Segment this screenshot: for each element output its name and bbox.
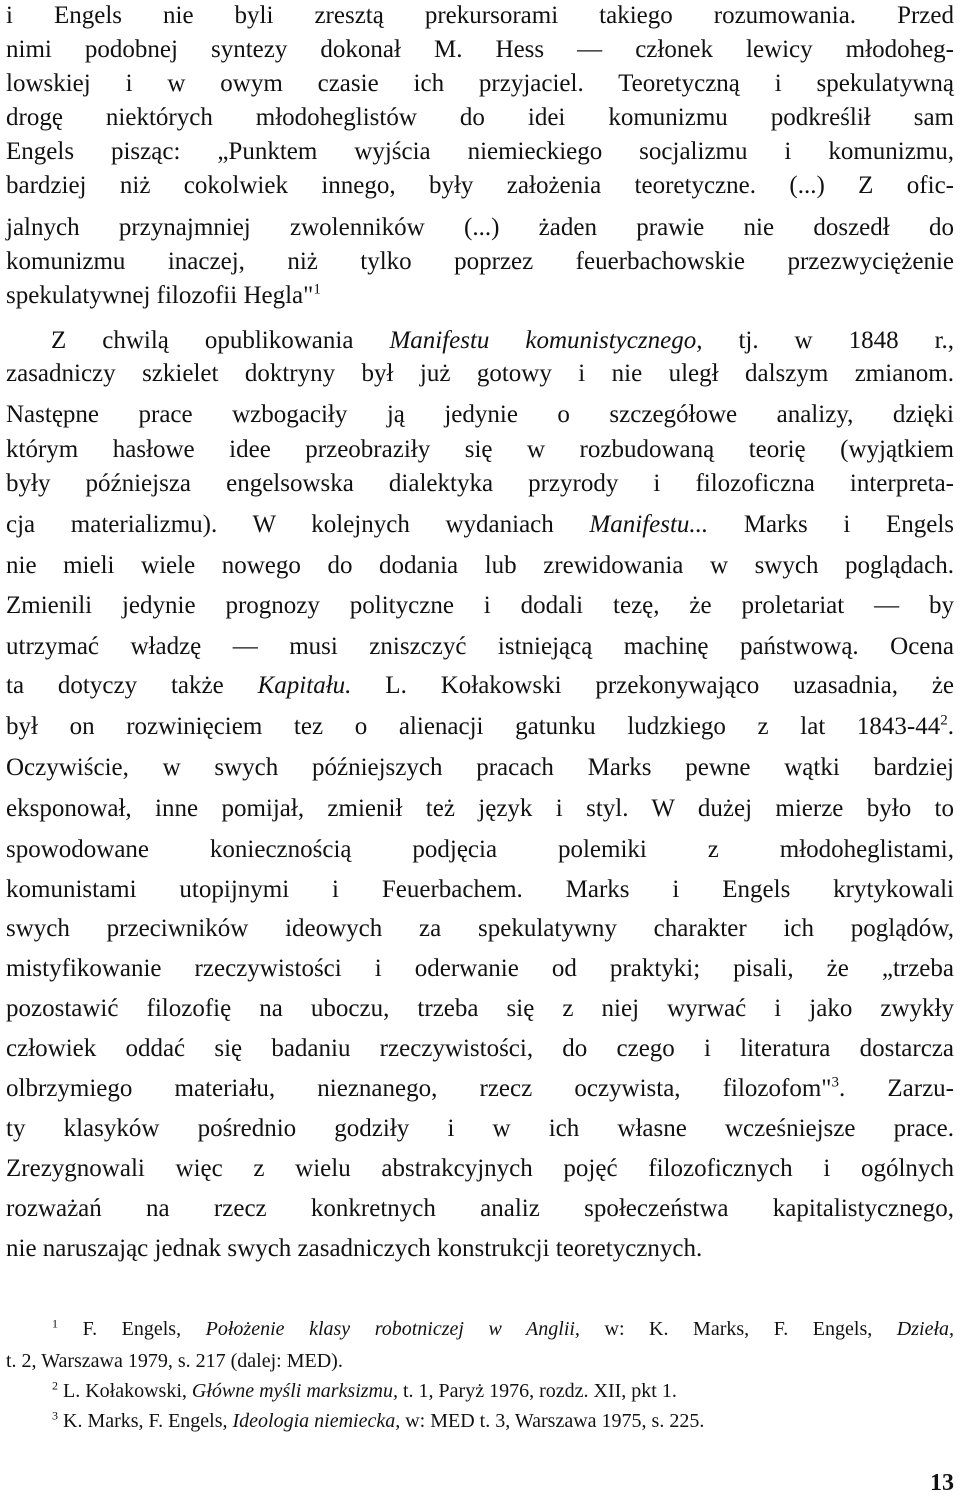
paragraph-line: Oczywiście, w swych późniejszych pracach Marks pewne wątki bardziej: [6, 754, 954, 781]
title-italic: Kapitału.: [257, 672, 352, 699]
paragraph-line: pozostawić filozofię na uboczu, trzeba się z niej wyrwać i jako zwykły: [6, 995, 954, 1022]
text-run: ta dotyczy także: [6, 672, 224, 699]
footnote-text: L. Kołakowski,: [63, 1380, 187, 1402]
footnote-number: 3: [52, 1408, 58, 1423]
paragraph-line: swych przeciwników ideowych za spekulatywny charakter ich poglądów,: [6, 915, 954, 942]
paragraph-line: jalnych przynajmniej zwolenników (...) żaden prawie nie doszedł do: [6, 214, 954, 241]
paragraph-line: [6, 280, 954, 312]
footnote-text: t. 1, Paryż 1976, rozdz. XII, pkt 1.: [403, 1380, 677, 1402]
quote-text: spekulatywnej filozofii Hegla": [6, 282, 314, 309]
footnote-title: Główne myśli marksizmu,: [191, 1380, 398, 1402]
footnote-text: K. Marks, F. Engels,: [63, 1410, 228, 1432]
footnote-text: w: K. Marks, F. Engels,: [604, 1318, 873, 1340]
paragraph-line: [6, 711, 954, 743]
paragraph-line: Następne prace wzbogaciły ją jedynie o szczegółowe analizy, dzięki: [6, 401, 954, 428]
paragraph-line: nimi podobnej syntezy dokonał M. Hess — członek lewicy młodoheg-: [6, 36, 954, 63]
footnote-1: [6, 1316, 954, 1342]
text-run: był on rozwinięciem tez o alienacji gatunku ludzkiego z lat 1843-44: [6, 713, 941, 740]
title-italic: Manifestu komunistycznego,: [389, 327, 703, 354]
paragraph-line: komunistami utopijnymi i Feuerbachem. Marks i Engels krytykowali: [6, 876, 954, 903]
footnote-2: [6, 1378, 954, 1404]
page-number: 13: [930, 1470, 954, 1496]
paragraph-line: [6, 325, 954, 357]
text-run: Z chwilą opublikowania: [51, 327, 354, 354]
paragraph-line: ty klasyków pośrednio godziły i w ich własne wcześniejsze prace.: [6, 1115, 954, 1142]
paragraph-line: [6, 670, 954, 702]
paragraph-line: drogę niektórych młodoheglistów do idei komunizmu podkreślił sam: [6, 104, 954, 131]
quote-text: olbrzymiego materiału, nieznanego, rzecz oczywista, filozofom": [6, 1075, 832, 1102]
paragraph-line: były późniejsza engelsowska dialektyka przyrody i filozoficzna interpreta-: [6, 470, 954, 497]
paragraph-line: lowskiej i w owym czasie ich przyjaciel. Teoretyczną i spekulatywną: [6, 70, 954, 97]
footnote-ref-3[interactable]: 3: [831, 1074, 839, 1091]
paragraph-line: Engels pisząc: „Punktem wyjścia niemieckiego socjalizmu i komunizmu,: [6, 138, 954, 165]
paragraph-line: komunizmu inaczej, niż tylko poprzez feuerbachowskie przezwyciężenie: [6, 248, 954, 275]
paragraph-line: [6, 1073, 954, 1105]
paragraph-line: którym hasłowe idee przeobraziły się w rozbudowaną teorię (wyjątkiem: [6, 436, 954, 463]
footnote-number: 2: [52, 1378, 58, 1393]
text-run: .: [947, 713, 954, 740]
paragraph-line: człowiek oddać się badaniu rzeczywistości, do czego i literatura dostarcza: [6, 1035, 954, 1062]
text-run: L. Kołakowski przekonywająco uzasadnia, że: [385, 672, 955, 699]
paragraph-line: i Engels nie byli zresztą prekursorami takiego rozumowania. Przed: [6, 2, 954, 29]
paragraph-line: mistyfikowanie rzeczywistości i oderwanie od praktyki; pisali, że „trzeba: [6, 955, 954, 982]
footnote-title: Dzieła,: [896, 1318, 955, 1340]
paragraph-line: nie mieli wiele nowego do dodania lub zrewidowania w swych poglądach.: [6, 552, 954, 579]
footnote-text: w: MED t. 3, Warszawa 1975, s. 225.: [405, 1410, 705, 1432]
footnote-number: 1: [52, 1316, 58, 1331]
text-run: tj. w 1848 r.,: [738, 327, 955, 354]
text-run: cja materializmu). W kolejnych wydaniach: [6, 511, 554, 538]
footnote-text: F. Engels,: [82, 1318, 182, 1340]
paragraph-line: spowodowane koniecznością podjęcia polemiki z młodoheglistami,: [6, 836, 954, 863]
paragraph-line: Zrezygnowali więc z wielu abstrakcyjnych pojęć filozoficznych i ogólnych: [6, 1155, 954, 1182]
title-italic: Manifestu...: [589, 511, 709, 538]
paragraph-line: eksponował, inne pomijał, zmienił też język i styl. W dużej mierze było to: [6, 795, 954, 822]
paragraph-line: zasadniczy szkielet doktryny był już gotowy i nie uległ dalszym zmianom.: [6, 360, 954, 387]
paragraph-line: nie naruszając jednak swych zasadniczych konstrukcji teoretycznych.: [6, 1235, 703, 1262]
paragraph-line: [6, 509, 954, 541]
paragraph-line: utrzymać władzę — musi zniszczyć istniejącą machinę państwową. Ocena: [6, 633, 954, 660]
footnote-ref-2[interactable]: 2: [940, 712, 948, 729]
paragraph-line: rozważań na rzecz konkretnych analiz społeczeństwa kapitalistycznego,: [6, 1195, 954, 1222]
footnote-1-continued: t. 2, Warszawa 1979, s. 217 (dalej: MED).: [6, 1350, 343, 1372]
paragraph-line: Zmienili jedynie prognozy polityczne i dodali tezę, że proletariat — by: [6, 592, 954, 619]
footnote-3: [6, 1408, 954, 1434]
footnote-title: Ideologia niemiecka,: [232, 1410, 401, 1432]
footnote-ref-1[interactable]: 1: [313, 281, 321, 298]
paragraph-line: bardziej niż cokolwiek innego, były założenia teoretyczne. (...) Z ofic-: [6, 172, 954, 199]
text-run: Marks i Engels: [743, 511, 954, 538]
text-run: . Zarzu-: [839, 1075, 955, 1102]
footnote-title: Położenie klasy robotniczej w Anglii,: [205, 1318, 580, 1340]
